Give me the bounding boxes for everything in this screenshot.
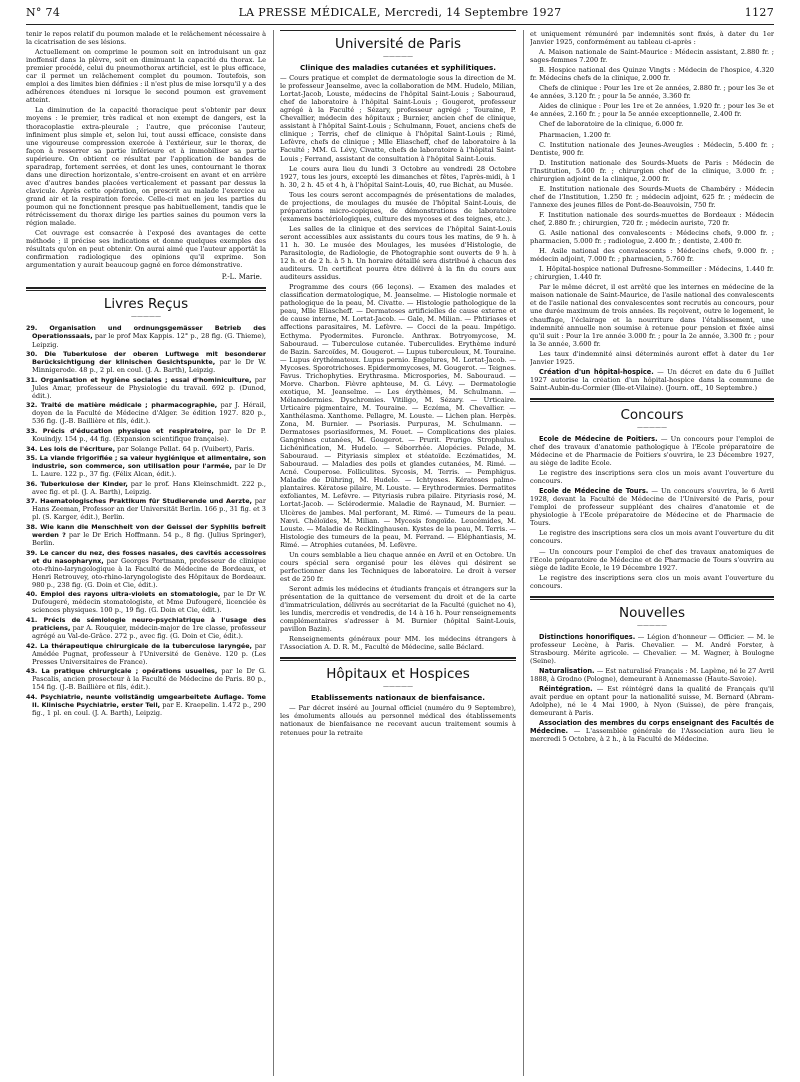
paragraph: tenir le repos relatif du poumon malade et le relâchement nécessaire à la cicatrisation de ses lésions. [26,30,266,47]
item-heading: Association des membres du corps enseignant des Facultés de Médecine. [530,719,774,736]
paragraph: Chef de laboratoire de la clinique, 6.000 fr. [539,120,684,129]
title-ornament: ————— [383,683,413,691]
paragraph: — Cours pratique et complet de dermatologie sous la direction de M. le professeur Jeanselme, avec la collaboration de MM. Hudelo, Milian, Lortat-Jacob, Louste, médecins de l'hôpital Saint-Louis ; Sabouraud, chef de laboratoire à l'hôpital Saint-Louis ; Gougerot, professeur agrégé à la Faculté ; Sézary, professeur agrégé ; Touraine, P. Chevallier, médecin des hôpitaux ; Burnier, ancien chef de clinique, assistant à l'hôpital Saint-Louis ; Schulmann, Fouet, anciens chefs de clinique ; Terris, chef de clinique à l'hôpital Saint-Louis ; Rimé, Lefèvre, chefs de clinique ; Mlle Eliascheff, chef de laboratoire à la Faculté ; MM. G. Lévy, Civatte, chefs de laboratoire à l'hôpital Saint-Louis ; Ferrand, assistant de consultation à l'hôpital Saint-Louis. [280,74,516,163]
item-text: — Est naturalisé Français : M. Lapène, né le 27 Avril 1888, à Grodno (Pologne), demeurant à Annemasse (Haute-Savoie). [530,666,774,683]
section-title-concours: Concours [620,406,684,423]
paragraph: Chefs de clinique : Pour les 1re et 2e années, 2.880 fr. ; pour les 3e et 4e années, 3.120 fr. ; pour la 5e année, 3.360 fr. [530,84,774,101]
paragraph: Pharmacien, 1.200 fr. [539,130,612,139]
book-entry [26,497,266,521]
book-title: 33. Précis d'éducation physique et respiratoire, [26,426,214,435]
book-details: par Solange Pellat. 64 p. (Vuibert), Paris. [115,444,255,453]
section-title-universite: Université de Paris [334,36,461,52]
paragraph: Renseignements généraux pour MM. les médecins étrangers à l'Association A. D. R. M., Faculté de Médecine, salle Béclard. [280,635,516,652]
book-entry [26,616,266,640]
concours-list [530,435,774,590]
item-text: — Est réintégré dans la qualité de Français qu'il avait perdue en optant pour la nationalité suisse, M. Bernard (Abram-Adolphe), né le 4 Mai 1900, à Nyon (Suisse), de père français, demeurant à Paris. [530,685,774,718]
book-details: par Amédée Pugnat, professeur à l'Université de Genève. 120 p. (Les Presses Universitaires de France). [32,641,266,666]
paragraph: Par le même décret, il est arrêté que les internes en médecine de la maison nationale de Saint-Maurice, de l'asile national des convalescents et de l'asile national des convalescentes sont recrutés au concours, pour une durée maximum de trois années. Ils reçoivent, outre le logement, le chauffage, l'éclairage et la nourriture dans l'établissement, une indemnité annuelle non soumise à retenue pour pension et fixée ainsi qu'il suit : Pour la 1re année 3.000 fr. ; pour la 2e année, 3.300 fr. ; pour la 3e année, 3.600 fr. [530,283,774,348]
item-heading: Naturalisation. [539,666,595,675]
item-heading: Distinctions honorifiques. [539,632,636,641]
book-entry [26,590,266,614]
book-title: 30. Die Tuberkulose der oberen Luftwege mit besonderer Berücksichtigung der klinischen Gesichtspunkte, [26,350,266,367]
book-details: par Hans Zeeman, Professor an der Universität Berlin. 166 p., 31 fig. et 3 pl. (S. Karger, édit.), Berlin. [32,497,266,522]
book-entry [26,667,266,691]
book-details: par le Dr Erich Hoffmann. 54 p., 8 fig. (Julius Springer), Berlin. [32,531,266,548]
book-title: 41. Précis de sémiologie neuro-psychiatrique à l'usage des praticiens, [26,616,266,633]
book-entry [26,401,266,425]
section-rule [530,398,774,400]
book-entry [26,454,266,478]
book-title: 43. La pratique chirurgicale ; opérations usuelles, [26,667,218,676]
item-heading: Réintégration. [539,685,593,694]
column-divider [273,30,274,1076]
paragraph: Les taux d'indemnité ainsi déterminés auront effet à dater du 1er Janvier 1925. [530,349,774,366]
section-title-livres: Livres Reçus [103,296,189,313]
book-entry [26,376,266,400]
paragraph: Le cours aura lieu du lundi 3 Octobre au vendredi 28 Octobre 1927, tous les jours, excepté les dimanches et fêtes, l'après-midi, à 1 h. 30, 2 h. 45 et 4 h, à l'hôpital Saint-Louis, 40, rue Bichat, au Musée. [280,164,516,189]
book-entry [26,549,266,589]
paragraph: Programme des cours (66 leçons). — Examen des malades et classification dermatologique, M. Jeanselme. — Histologie normale et pathologique de la peau, M. Civatte. — Histologie pathologique de la peau, Mlle Eliascheff. — Dermatoses artificielles de cause externe et de cause interne, M. Lortat-Jacob. — Gale, M. Milian. — Phtiriases et affections parasitaires, M. Lefèvre. — Cocci de la peau. Impétigo. Ecthyma. Pyodermites. Furoncle. Anthrax. Botryomycose, M. Sabouraud. — Tuberculose cutanée. Tuberculides. Erythème induré de Bazin. Sarcoïdes, M. Gougerot. — Lupus tuberculeux, M. Touraine. — Lupus érythémateux. Lupus pernio. Engelures, M. Lortat-Jacob. — Mycoses. Sporotrichoses. Epidermomycoses, M. Gougerot. — Teignes. Favus. Trichophyties. Erythrasma. Microspories, M. Sabouraud. — Morve. Charbon. Fièvre aphteuse, M. G. Lévy. — Dermatologie exotique, M. Jeanselme. — Les érythèmes, M. Schulmann. — Mélanodermies. Dyschromies. Vitiligo, M. Sézary. — Urticaire. Urticaire pigmentaire, M. Touraine. — Eczéma, M. Chevallier. — Xanthélasma. Xanthome. Pellagre, M. Louste. — Lichen plan. Herpès. Zona, M. Burnier. — Psoriasis. Purpuras, M. Schulmann. — Dermatoses psoriasiformes, M. Fouet. — Complications des plaies. Gangrènes cutanées, M. Gougerot. — Prurit. Prurigo. Strophulus. Lichénification, M. Hudelo. — Séborrhée. Alopécies. Pelade, M. Sabouraud. — Pityriasis simplex et stéatoïde. Eczématides, M. Sabouraud. — Maladies des poils et glandes cutanées, M. Rimé. — Acné. Couperose. Folliculites. Sycosis, M. Terris. — Pemphigus. Maladie de Dühring, M. Hudelo. — Ichtyoses. Kératoses palmo-plantaires. Kératose pilaire, M. Louste. — Erythrodermies. Dermatites exfoliantes, M. Lefèvre. — Pityriasis rubra pilaire. Pityriasis rosé, M. Lortat-Jacob. — Sclérodermie. Maladie de Raynaud, M. Burnier. — Ulcères de jambes. Mal perforant, M. Rimé. — Tumeurs de la peau. Nævi. Chéloïdes, M. Milian. — Mycosis fongoïde. Leucémides, M. Louste. — Maladie de Recklinghausen. Kystes de la peau, M. Terris. — Histologie des tumeurs de la peau, M. Ferrand. — Eléphantiasis, M. Rimé. — Atrophies cutanées, M. Lefèvre. [280,283,516,549]
paragraph: Les salles de la clinique et des services de l'hôpital Saint-Louis seront accessibles aux assistants du cours tous les matins, de 9 h. à 11 h. 30. Le musée des Moulages, les musées d'Histologie, de Parasitologie, de Radiologie, de Photographie sont ouverts de 9 h. à 12 h. et de 2 h. à 5 h. Un horaire détaillé sera distribué à chacun des auditeurs. Un certificat pourra être délivré à la fin du cours aux auditeurs assidus. [280,224,516,282]
section-rule [530,596,774,598]
book-entry [26,324,266,348]
column-3 [530,30,774,1076]
paragraph: Actuellement on comprime le poumon soit en introduisant un gaz inoffensif dans la plèvre, soit en diminuant la capacité du thorax. Le premier procédé, celui du pneumothorax artificiel, est le plus efficace, car il permet un relâchement complet du poumon. Toutefois, son emploi a des limites bien définies : il n'est plus de mise lorsqu'il y a des adhérences étendues ni lorsque le second poumon est gravement atteint. [26,48,266,105]
book-list [26,324,266,717]
paragraph: E. Institution nationale des Sourds-Muets de Chambéry : Médecin chef de l'Institution, 1.250 fr. ; médecin adjoint, 625 fr. ; médecin de l'annexe des jeunes filles de Pont-de-Beauvoisin, 750 fr. [530,184,774,209]
header-rule [26,24,774,25]
book-title: 39. Le cancer du nez, des fosses nasales, des cavités accessoires et du nasopharynx, [26,548,266,565]
title-ornament: ————— [383,53,413,60]
paragraph: G. Asile national des convalescents : Médecins chefs, 9.000 fr. ; pharmacien, 5.000 fr. ; radiologue, 2.400 fr. ; dentiste, 2.400 fr. [530,229,774,246]
book-title: 29. Organisation und ordnungsgemässer Betrieb des Operationssaals, [26,324,266,341]
concours-item [530,574,774,590]
book-title: 31. Organisation et hygiène sociales ; essai d'hominiculture, [26,375,252,384]
section-rule [280,30,516,31]
book-details: par A. Rouquier, médecin-major de 1re classe, professeur agrégé au Val-de-Grâce. 272 p., avec fig. (G. Doin et Cie, édit.). [32,624,266,641]
book-details: par le Dr G. Pascalis, ancien prosecteur à la Faculté de Médecine de Paris. 80 p., 154 fig. (J.-B. Baillière et fils, édit.). [32,667,266,692]
section-rule [26,290,266,291]
concours-item [530,469,774,485]
item-heading: Ecole de Médecine de Tours. [539,487,649,496]
page-number: 1127 [744,6,774,19]
concours-item [530,487,774,527]
book-entry [26,480,266,496]
book-details: par le Dr P. Kouindjy. 154 p., 44 fig. (Expansion scientifique française). [32,426,266,444]
nouvelles-item [530,685,774,717]
book-entry [26,350,266,374]
concours-item [530,529,774,545]
author-signature: P.-L. Marie. [221,273,262,282]
column-2 [280,30,516,1076]
book-title: 40. Emploi des rayons ultra-violets en stomatologie, [26,590,221,599]
book-details: par le Dr L. Laure. 122 p., 37 fig. (Félix Alcan, édit.). [32,462,266,479]
book-title: 32. Traité de matière médicale ; pharmacographie, [26,401,218,410]
paragraph: et uniquement rémunéré par indemnités sont fixés, à dater du 1er Janvier 1925, conformément au tableau ci-après : [530,30,774,47]
paragraph: La diminution de la capacité thoracique peut s'obtenir par deux moyens : le premier, très radical et non exempt de dangers, est la thoracoplastie extra-pleurale ; l'autre, que préconise l'auteur, infiniment plus simple et, selon lui, tout aussi efficace, consiste dans une vigoureuse compression exercée à l'extérieur, sur le thorax, de façon à resserrer sa partie inférieure et à immobiliser sa partie supérieure. On obtient ce résultat par l'application de bandes de sparadrap, fortement serrées, et dont les unes, contournant le thorax dans une direction horizontale, s'entre-croisent en avant et en arrière avec d'autres bandes placées verticalement et passant par dessus la clavicule. Après cette opération, on prescrit au malade l'exercice au grand air et la respiration forcée. Celle-ci met en jeu les parties du poumon qui ne fonctionnent presque pas habituellement, tandis que le rétrécissement du thorax dirige les parties saines du poumon vers la région malade. [26,106,266,228]
paragraph: Un cours semblable a lieu chaque année en Avril et en Octobre. Un cours spécial sera organisé pour les élèves qui désirent se perfectionner dans les Techniques de laboratoire. Le droit à verser est de 250 fr. [280,550,516,583]
paragraph: Aides de clinique : Pour les 1re et 2e années, 1.920 fr. ; pour les 3e et 4e années, 2.160 fr. ; pour la 5e année exceptionnelle, 2.400 fr. [530,102,774,119]
nouvelles-list [530,633,774,744]
book-details: par Jules Amar, professeur de Physiologie du travail. 692 p. (Dunod, édit.). [32,375,266,400]
nouvelles-item [530,667,774,683]
paragraph-creation [530,368,774,392]
journal-title: LA PRESSE MÉDICALE, Mercredi, 14 Septembre 1927 [238,6,562,19]
book-details: par E. Kraepelin. 1.472 p., 290 fig., 1 pl. en coul. (J. A. Barth), Leipzig. [32,700,266,718]
concours-item [530,435,774,467]
book-title: 44. Psychiatrie, neunte vollständig umgearbeitete Auflage. Tome II. Klinische Psychiatrie, erster Teil, [26,692,266,709]
paragraph: Tous les cours seront accompagnés de présentations de malades, de projections, de moulages du musée de l'hôpital Saint-Louis, de préparations micro-copiques, de démonstrations de laboratoire (examens bactériologiques, culture des mycoses et des teignes, etc.). [280,190,516,223]
paragraph: Seront admis les médecins et étudiants français et étrangers sur la présentation de la quittance de versement du droit et de la carte d'immatriculation, délivrés au secrétariat de la Faculté (guichet no 4), les lundis, mercredis et vendredis, de 14 à 16 h. Pour renseignements complémentaires s'adresser à M. Burnier (hôpital Saint-Louis, pavillon Bazin). [280,584,516,634]
item-text: Le registre des inscriptions sera clos un mois avant l'ouverture du concours. [530,573,774,590]
section-rule [26,287,266,289]
book-details: par le Dr W. Dufougeré, médecin stomatologiste, et Mme Dufougeré, licenciée ès sciences physiques. 100 p., 19 fig. (G. Doin et Cie, édit.). [32,590,266,615]
paragraph: Cet ouvrage est consacrée à l'exposé des avantages de cette méthode ; il précise ses indications et donne quelques exemples des résultats qu'on en peut obtenir. On aurai aimé que l'auteur apportât la confirmation radiologique des opinions qu'il exprime. Son argumentation y aurait beaucoup gagné en force démonstrative. [26,229,266,270]
item-text: — Un concours pour l'emploi de chef des travaux d'anatomie pathologique à l'Ecole préparatoire de Médecine et de Pharmacie de Poitiers s'ouvrira, le 23 Décembre 1927, au siège de ladite Ecole. [530,434,774,468]
book-entry [26,693,266,717]
book-title: 42. La thérapeutique chirurgicale de la tuberculose laryngée, [26,641,252,650]
page-header [26,6,774,24]
item-text: — L'assemblée générale de l'Association aura lieu le mercredi 5 Octobre, à 2 h., à la Faculté de Médecine. [530,727,774,744]
section-rule [530,401,774,402]
book-details: par le prof Max Kappis. 12° p., 28 fig. (G. Thieme), Leipzig. [32,332,266,349]
paragraph: I. Hôpital-hospice national Dufresne-Sommeiller : Médecins, 1.440 fr. ; chirurgien, 1.440 fr. [530,265,774,282]
title-ornament: ————— [637,621,667,629]
book-details: par J. Hérail, doyen de la Faculté de Médecine d'Alger. 3e édition 1927. 820 p., 536 fig. (J.-B. Baillière et fils, édit.). [32,401,266,426]
subsection-title: Clinique des maladies cutanées et syphilitiques. [300,63,496,72]
section-rule [280,657,516,659]
item-text: — Un décret en date du 6 Juillet 1927 autorise la création d'un hôpital-hospice dans la commune de Saint-Aubin-du-Cormier (Ille-et-Vilaine). (Journ. off., 10 Septembre.) [530,367,774,392]
section-rule [530,599,774,600]
nouvelles-item [530,719,774,743]
subsection-title: Etablissements nationaux de bienfaisance. [310,693,486,703]
paragraph: D. Institution nationale des Sourds-Muets de Paris : Médecin de l'Institution, 5.400 fr. ; chirurgien chef de la clinique, 3.000 fr. ; chirurgien adjoint de la clinique, 2.000 fr. [530,158,774,183]
book-entry [26,523,266,547]
column-1 [26,30,266,1076]
issue-number: N° 74 [26,6,61,19]
section-rule [280,660,516,661]
section-title-hopitaux: Hôpitaux et Hospices [326,666,470,683]
book-entry [26,642,266,666]
book-details: par le Dr W. Minnigerode. 48 p., 2 pl. en coul. (J. A. Barth), Leipzig. [32,358,266,375]
paragraph: F. Institution nationale des sourds-muettes de Bordeaux : Médecin chef, 2.880 fr. ; chirurgien, 720 fr. ; médecin auriste, 720 fr. [530,210,774,227]
book-title: 36. Tuberkulose der Kinder, [26,479,128,488]
book-entry [26,427,266,443]
item-text: Le registre des inscriptions sera clos un mois avant l'ouverture du concours. [530,469,774,486]
concours-item [530,548,774,572]
paragraph: B. Hospice national des Quinze Vingts : Médecin de l'hospice, 4.320 fr. Médecins chefs de la clinique, 2.000 fr. [530,66,774,83]
paragraph: — Par décret inséré au Journal officiel (numéro du 9 Septembre), les émoluments alloués au personnel médical des établissements nationaux de bienfaisance ne recevant aucun traitement soumis à retenues pour la retraite [280,704,516,737]
item-text: Le registre des inscriptions sera clos un mois avant l'ouverture du dit concours. [530,529,774,546]
item-heading: Ecole de Médecine de Poitiers. [539,434,658,443]
paragraph: A. Maison nationale de Saint-Maurice : Médecin assistant, 2.880 fr. ; sages-femmes 7.200 fr. [530,48,774,65]
book-title: 34. Les lois de l'écriture, [26,444,116,453]
section-title-nouvelles: Nouvelles [618,604,686,621]
column-divider [523,30,524,1076]
book-title: 38. Wie kann die Menschheit von der Geissel der Syphilis befreit werden ? [26,522,266,540]
book-details: par le prof. Hans Kleinschmidt. 222 p., avec fig. et pl. (J. A. Barth), Leipzig. [32,479,266,496]
item-text: — Légion d'honneur — Officier. — M. le professeur Lecène, à Paris. Chevalier. — M. André Forster, à Strasbourg. Mérite agricole. — Chevalier. — M. Wagner, à Boulogne (Seine). [530,632,774,665]
book-title: 37. Haematologisches Praktikum für Studierende und Aerzte, [26,497,252,506]
nouvelles-item [530,633,774,665]
book-entry [26,445,266,453]
title-ornament: ————— [637,423,667,431]
title-ornament: ————— [131,313,161,321]
paragraph: H. Asile national des convalescents : Médecins chefs, 9.000 fr. ; médecin adjoint, 7.000 fr. ; pharmacien, 5.760 fr. [530,247,774,264]
item-heading: Création d'un hôpital-hospice. [539,367,654,376]
book-title: 35. La viande frigorifiée ; sa valeur hygiénique et alimentaire, son industrie, son commerce, son utilisation pour l'armée, [26,454,266,471]
item-text: — Un concours s'ouvrira, le 6 Avril 1928, devant la Faculté de Médecine de l'Université de Paris, pour l'emploi de professeur suppléant des chaires d'anatomie et de physiologie à l'Ecole préparatoire de Médecine et de Pharmacie de Tours. [530,487,774,528]
paragraph: C. Institution nationale des Jeunes-Aveugles : Médecin, 5.400 fr. ; Dentiste, 900 fr. [530,140,774,157]
book-details: par Georges Portmann, professeur de clinique oto-rhino-laryngologique à la Faculté de Médecine de Bordeaux, et Henri Retrouvey, oto-rhino-laryngologiste des Hôpitaux de Bordeaux. 980 p., 238 fig. (G. Doin et Cie, édit.). [32,556,266,589]
item-text: — Un concours pour l'emploi de chef des travaux anatomiques de l'Ecole préparatoire de Médecine et de Pharmacie de Tours s'ouvrira au siège de ladite Ecole, le 19 Décembre 1927. [530,547,774,572]
